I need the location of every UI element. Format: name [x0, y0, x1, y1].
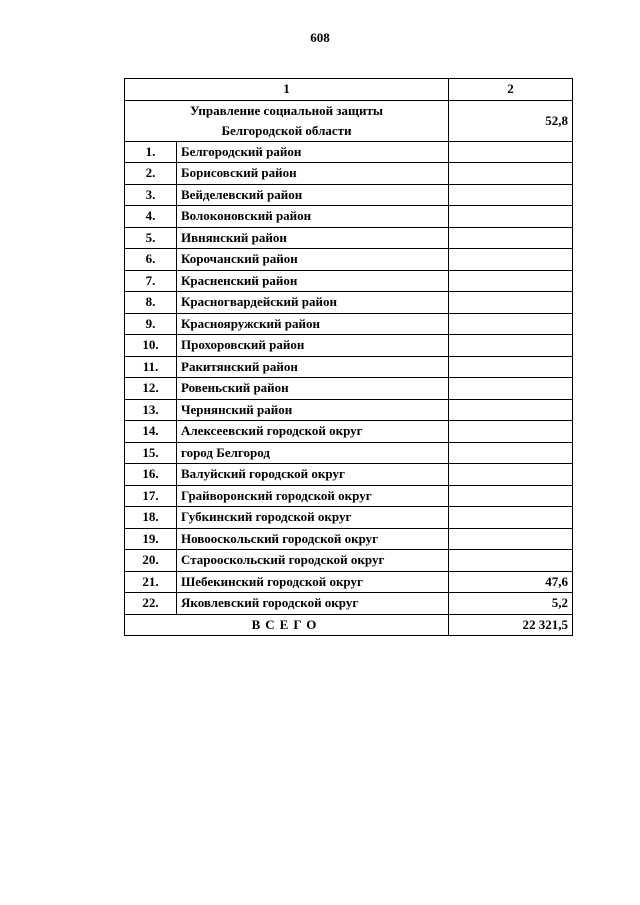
row-value [449, 442, 573, 464]
row-number: 7. [125, 270, 177, 292]
table-row [125, 399, 573, 421]
row-value [449, 485, 573, 507]
row-value [449, 399, 573, 421]
row-number: 20. [125, 550, 177, 572]
row-value [449, 163, 573, 185]
total-value: 22 321,5 [449, 614, 573, 636]
row-value [449, 184, 573, 206]
table-row [125, 421, 573, 443]
row-number: 3. [125, 184, 177, 206]
row-number: 9. [125, 313, 177, 335]
row-value [449, 292, 573, 314]
row-value [449, 464, 573, 486]
row-value [449, 356, 573, 378]
row-district-name: Белгородский район [177, 141, 449, 163]
row-district-name: Шебекинский городской округ [177, 571, 449, 593]
row-number: 16. [125, 464, 177, 486]
table-row [125, 249, 573, 271]
table-body [125, 79, 573, 636]
table-row [125, 464, 573, 486]
row-number: 4. [125, 206, 177, 228]
table-row [125, 227, 573, 249]
table-row [125, 184, 573, 206]
row-value [449, 206, 573, 228]
table-row [125, 550, 573, 572]
row-number: 15. [125, 442, 177, 464]
row-number: 19. [125, 528, 177, 550]
row-number: 11. [125, 356, 177, 378]
row-number: 10. [125, 335, 177, 357]
row-district-name: Ровеньский район [177, 378, 449, 400]
table-row [125, 270, 573, 292]
row-number: 2. [125, 163, 177, 185]
table-row [125, 442, 573, 464]
row-number: 5. [125, 227, 177, 249]
total-label: ВСЕГО [125, 614, 449, 636]
header-row [125, 79, 573, 101]
row-district-name: Красненский район [177, 270, 449, 292]
row-value [449, 507, 573, 529]
table-row [125, 485, 573, 507]
table-row [125, 378, 573, 400]
row-district-name: Новооскольский городской округ [177, 528, 449, 550]
allocation-table [124, 78, 573, 636]
table-row [125, 593, 573, 615]
department-name [125, 100, 449, 141]
row-value: 47,6 [449, 571, 573, 593]
row-district-name: Волоконовский район [177, 206, 449, 228]
table-row [125, 313, 573, 335]
row-number: 8. [125, 292, 177, 314]
row-number: 12. [125, 378, 177, 400]
row-number: 17. [125, 485, 177, 507]
row-number: 18. [125, 507, 177, 529]
row-district-name: Корочанский район [177, 249, 449, 271]
row-district-name: город Белгород [177, 442, 449, 464]
row-value [449, 421, 573, 443]
row-district-name: Красногвардейский район [177, 292, 449, 314]
table-row [125, 571, 573, 593]
header-col-1: 1 [125, 79, 449, 101]
row-value [449, 249, 573, 271]
row-value [449, 227, 573, 249]
row-district-name: Борисовский район [177, 163, 449, 185]
table-row [125, 356, 573, 378]
row-number: 14. [125, 421, 177, 443]
table-row [125, 335, 573, 357]
row-number: 1. [125, 141, 177, 163]
row-number: 6. [125, 249, 177, 271]
row-district-name: Чернянский район [177, 399, 449, 421]
department-name-line1: Управление социальной защиты [189, 102, 384, 118]
row-value [449, 528, 573, 550]
row-value [449, 378, 573, 400]
row-number: 21. [125, 571, 177, 593]
row-value [449, 335, 573, 357]
row-district-name: Алексеевский городской округ [177, 421, 449, 443]
table-row [125, 507, 573, 529]
row-district-name: Краснояружский район [177, 313, 449, 335]
table-row [125, 206, 573, 228]
row-value: 5,2 [449, 593, 573, 615]
row-number: 22. [125, 593, 177, 615]
row-district-name: Грайворонский городской округ [177, 485, 449, 507]
department-row [125, 100, 573, 141]
total-row [125, 614, 573, 636]
row-district-name: Губкинский городской округ [177, 507, 449, 529]
row-value [449, 270, 573, 292]
row-district-name: Вейделевский район [177, 184, 449, 206]
row-district-name: Ракитянский район [177, 356, 449, 378]
department-name-line2: Белгородской области [221, 122, 352, 138]
row-district-name: Прохоровский район [177, 335, 449, 357]
header-col-2: 2 [449, 79, 573, 101]
row-district-name: Валуйский городской округ [177, 464, 449, 486]
department-value: 52,8 [449, 100, 573, 141]
row-value [449, 550, 573, 572]
row-district-name: Ивнянский район [177, 227, 449, 249]
row-number: 13. [125, 399, 177, 421]
table-row [125, 163, 573, 185]
table-row [125, 292, 573, 314]
page-number: 608 [310, 30, 330, 45]
table-row [125, 141, 573, 163]
row-district-name: Старооскольский городской округ [177, 550, 449, 572]
row-value [449, 313, 573, 335]
row-value [449, 141, 573, 163]
row-district-name: Яковлевский городской округ [177, 593, 449, 615]
table-row [125, 528, 573, 550]
